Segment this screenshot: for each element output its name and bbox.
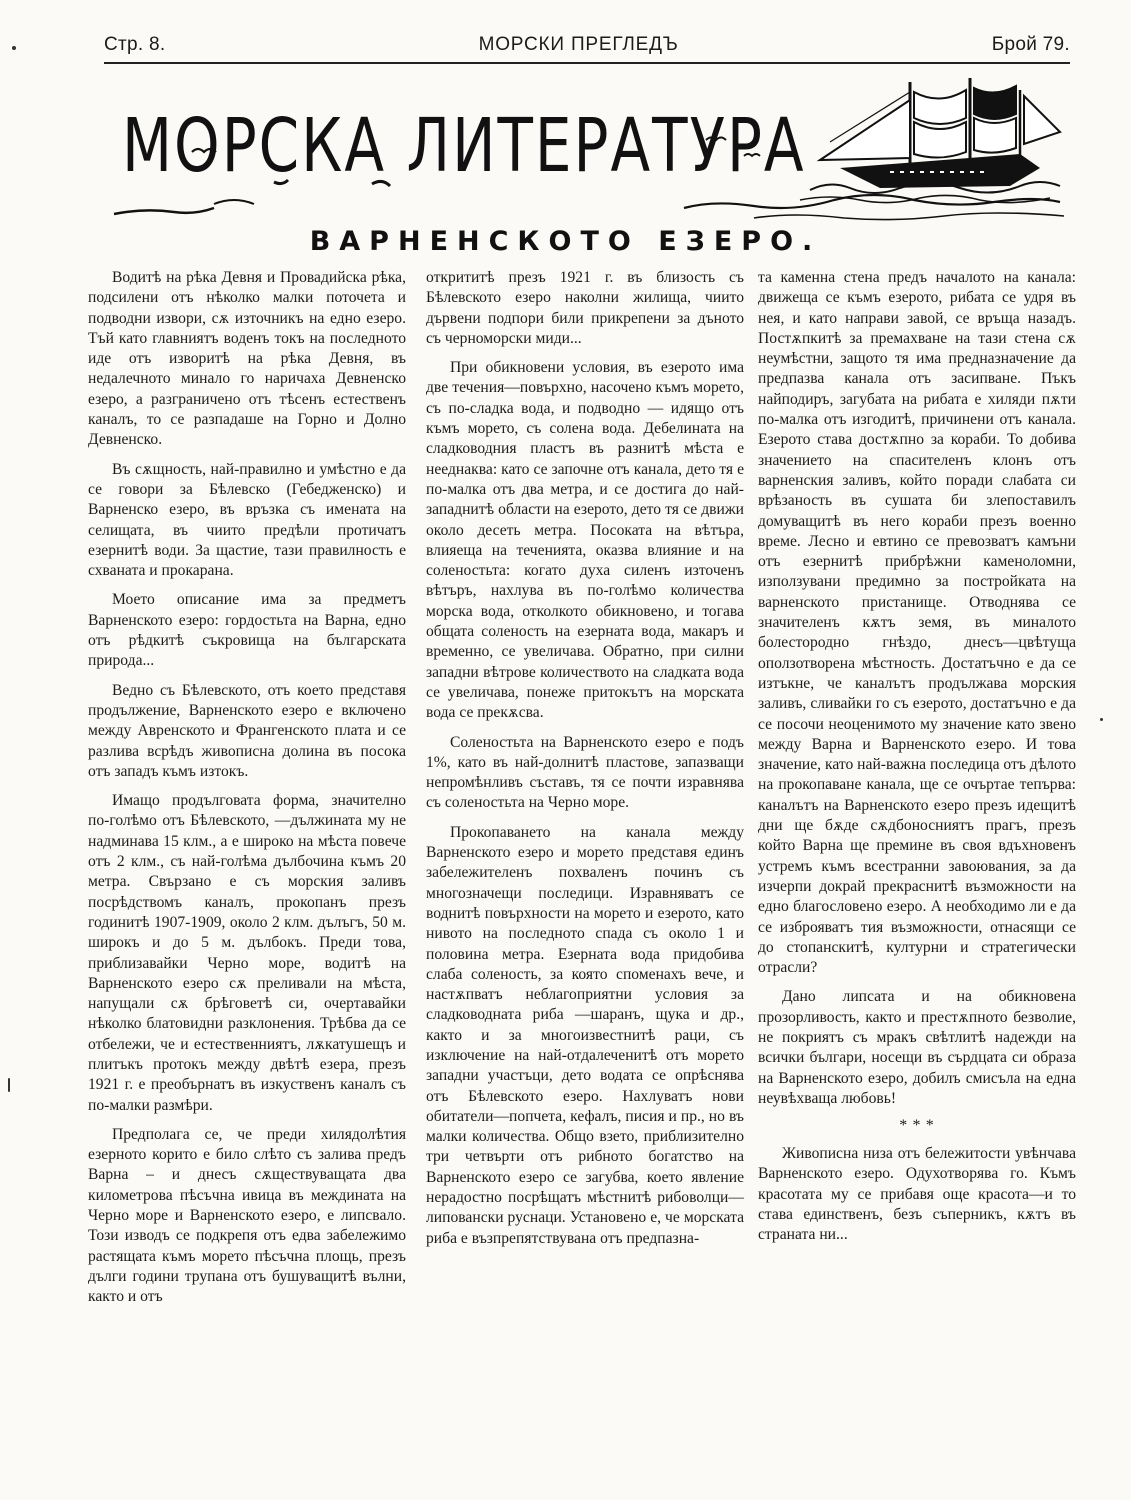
header-rule xyxy=(104,62,1070,64)
scan-speck xyxy=(1100,718,1103,721)
article-title: ВАРНЕНСКОТО ЕЗЕРО. xyxy=(309,226,822,257)
section-banner xyxy=(104,72,1070,222)
article-column-3 xyxy=(758,268,1076,1255)
paragraph: Водитѣ на рѣка Девня и Провадийска рѣка, подсилени отъ нѣколко малки поточета и подводни извори, сѫ източникъ на едно езеро. Тъй като главниятъ воденъ токъ на последното иде отъ изворитѣ на рѣка Девня, въ недалечното минало го наричаха Девненско езеро, а разграничено отъ тѣсенъ естественъ каналъ, то се разпадаше на Горно и Долно Девненско. xyxy=(88,269,406,449)
paragraph: При обикновени условия, въ езерото има две течения—повърхно, насочено къмъ морето, съ по-сладка вода, и подводно — идящо отъ къмъ морето, съ солена вода. Дебелината на сладководния пластъ въ разнитѣ мѣста е нееднаква: като се започне отъ канала, дето тя е по-малка отъ два метра, и се достига до най-западнитѣ области на езерото, дето тя се движи около десеть метра. Посоката на вѣтъра, влияеща на теченията, оказва влияние и на соленостьта: когато духа силенъ източенъ вѣтъръ, нахлува въ по-голѣмо количества морска вода, отколкото обикновено, и тогава общата соленость на езерната вода, макаръ и временно, се увеличава. Обратно, при силни западни вѣтрове количеството на сладката вода се увеличава, понеже притокътъ на морската вода се прекѫсва. xyxy=(426,359,744,722)
sailing-ship-icon xyxy=(770,72,1070,212)
paragraph: открититѣ презъ 1921 г. въ близость съ Бѣлевското езеро наколни жилища, чиито дървени подпори били прикрепени за дъното съ черноморски миди... xyxy=(426,269,744,347)
journal-title: МОРСКИ ПРЕГЛЕДЪ xyxy=(478,34,679,55)
scan-speck xyxy=(8,1078,10,1092)
section-title: МОРСКА ЛИТЕРАТУРА xyxy=(122,102,806,190)
paragraph: Дано липсата и на обикновена прозорливость, както и престѫпното безволие, не покриятъ съ мракъ свѣтлитѣ надежди на всички българи, носещи въ сърдцата си образа на Варненското езеро, добилъ смисъла на една неувѣхваща любовь! xyxy=(758,988,1076,1107)
paragraph: Ведно съ Бѣлевското, отъ което представя продължение, Варненското езеро е включено между Авренското и Франгенското плата и се разлива всрѣдъ живописна долина въ посока отъ западъ къмъ изтокъ. xyxy=(88,681,406,780)
running-header xyxy=(104,34,1070,60)
article-column-2 xyxy=(426,268,744,1258)
paragraph: Имащо продълговата форма, значително по-голѣмо отъ Бѣлевското, —дължината му не надминава 15 клм., а е широко на мѣста повече отъ 2 клм., съ най-голѣма дълбочина къмъ 20 метра. Свързано е съ морския заливъ посрѣдствомъ каналъ, прокопанъ презъ годинитѣ 1907-1909, около 2 клм. дълъгъ, 50 м. широкъ и до 5 м. дълбокъ. Преди това, приблизавайки Черно море, водитѣ на Варненското езеро сѫ преливали на мѣста, напущали сѫ брѣговетѣ си, очертавайки нѣколко блатовидни разклонения. Трѣбва да се отбележи, че и естественниятъ, лѫкатушещъ и плитъкъ протокъ между двѣтѣ езера, презъ 1921 г. е преобърнатъ въ изкуственъ каналъ съ по-малки размѣри. xyxy=(88,792,406,1114)
page-number: Стр. 8. xyxy=(104,34,166,55)
issue-number: Брой 79. xyxy=(991,34,1070,55)
paragraph: Прокопаването на канала между Варненското езеро и морето представя единъ забележителенъ похваленъ починъ съ многозначещи последици. Изравняватъ се воднитѣ повърхности на морето и езерото, като нивото на последното спада съ около 1 и половина метра. Езерната вода придобива слаба соленость, за която споменахъ вече, и настѫпватъ неблагоприятни условия за сладководната риба —шаранъ, щука и др., както и за многоизвестнитѣ раци, съ изключение на най-отдалеченитѣ отъ морето западни участъци, дето водата се опрѣснява отъ Бѣлевското езеро. Нахлуватъ нови обитатели—попчета, кефалъ, писия и пр., но въ малки количества. Общо взето, приблизително три четвърти отъ рибното богатство на Варненското езеро се загубва, което явление нерадостно посрѣщатъ мѣстнитѣ рибоволци—липовански руснаци. Установено е, че морската риба е възпрепятствувана отъ предпазна- xyxy=(426,823,744,1247)
article-column-1 xyxy=(88,268,406,1317)
paragraph: Предполага се, че преди хилядолѣтия езерното корито е било слѣто съ залива предъ Варна – и днесъ сѫществуващата два километрова пѣсъчна ивица въ междината на Черно море и Варненското езеро, е липсвало. Този изводъ се подкрепя отъ едва забележимо растящата къмъ морето пѣсъчна площь, презъ дълги години трупана отъ бушуващитѣ вълни, както и отъ xyxy=(88,1125,406,1306)
paragraph: та каменна стена предъ началото на канала: движеща се къмъ езерото, рибата се удря въ нея, и като направи завой, се връща назадъ. Постѫпкитѣ за премахване на тази стена сѫ неумѣстни, защото тя има предназначение да предпазва канала отъ засипване. Пъкъ найподиръ, загубата на рибата е хиляди пѫти по-малка отъ изгодитѣ, причинени отъ канала. Езерото става достѫпно за кораби. То добива значението на спасителенъ клонъ отъ варненския заливъ, който поради слабата си врѣзаность въ сушата би злепоставилъ домуващитѣ въ него кораби презъ военно време. Лесно и евтино се превозватъ камъни отъ езернитѣ прибрѣжни каменоломни, използувани предимно за постройката на варненското пристанище. Отводнява се значителенъ кѫтъ земя, въ миналото болестородно гнѣздо, днесъ—цвѣтуща оползотворена мѣстность. Достатъчно е да се изтъкне, че каналътъ продължава морския заливъ, сливайки го съ езерото, достатъчно е да се посочи неоценимото му значение като звено между Варна и Варненското езеро. И това значение, като най-важна последица отъ дѣлото на прокопаване канала, ще се очъртае тепърва: каналътъ на Варненското езеро презъ идещитѣ дни ще бѫде сѫдбоносниятъ прагъ, презъ който Варна ще премине въ своя вдъхновенъ устремъ къмъ всестранни завоювания, за да изчерпи докрай прекраснитѣ възможности на едно благословено езеро. А необходимо ли е да се изброяватъ тия възможности, отнасящи се до стопанскитѣ, културни и стратегически отрасли? xyxy=(758,269,1076,977)
paragraph: Соленостьта на Варненското езеро е подъ 1%, като въ най-долнитѣ пластове, запазващи непромѣнливъ съставъ, тя се почти изравнява съ соленостьта на Черно море. xyxy=(426,733,744,812)
section-separator: * * * xyxy=(899,1117,935,1135)
scan-speck xyxy=(12,46,16,50)
paragraph: Живописна низа отъ бележитости увѣнчава Варненското езеро. Одухотворява го. Къмъ красотата му се прибавя още красота—и то става единственъ, безъ съперникъ, кѫтъ въ страната ни... xyxy=(758,1145,1076,1244)
paragraph: Моето описание има за предметъ Варненското езеро: гордостьта на Варна, едно отъ рѣдкитѣ съкровища на българската природа... xyxy=(88,591,406,670)
paragraph: Въ сѫщность, най-правилно и умѣстно е да се говори за Бѣлевско (Гебедженско) и Варненско езеро, въ връзка съ имената на селищата, въ чиито предѣли протичатъ езернитѣ води. За щастие, тази правилность е схваната и прокарана. xyxy=(88,460,406,580)
